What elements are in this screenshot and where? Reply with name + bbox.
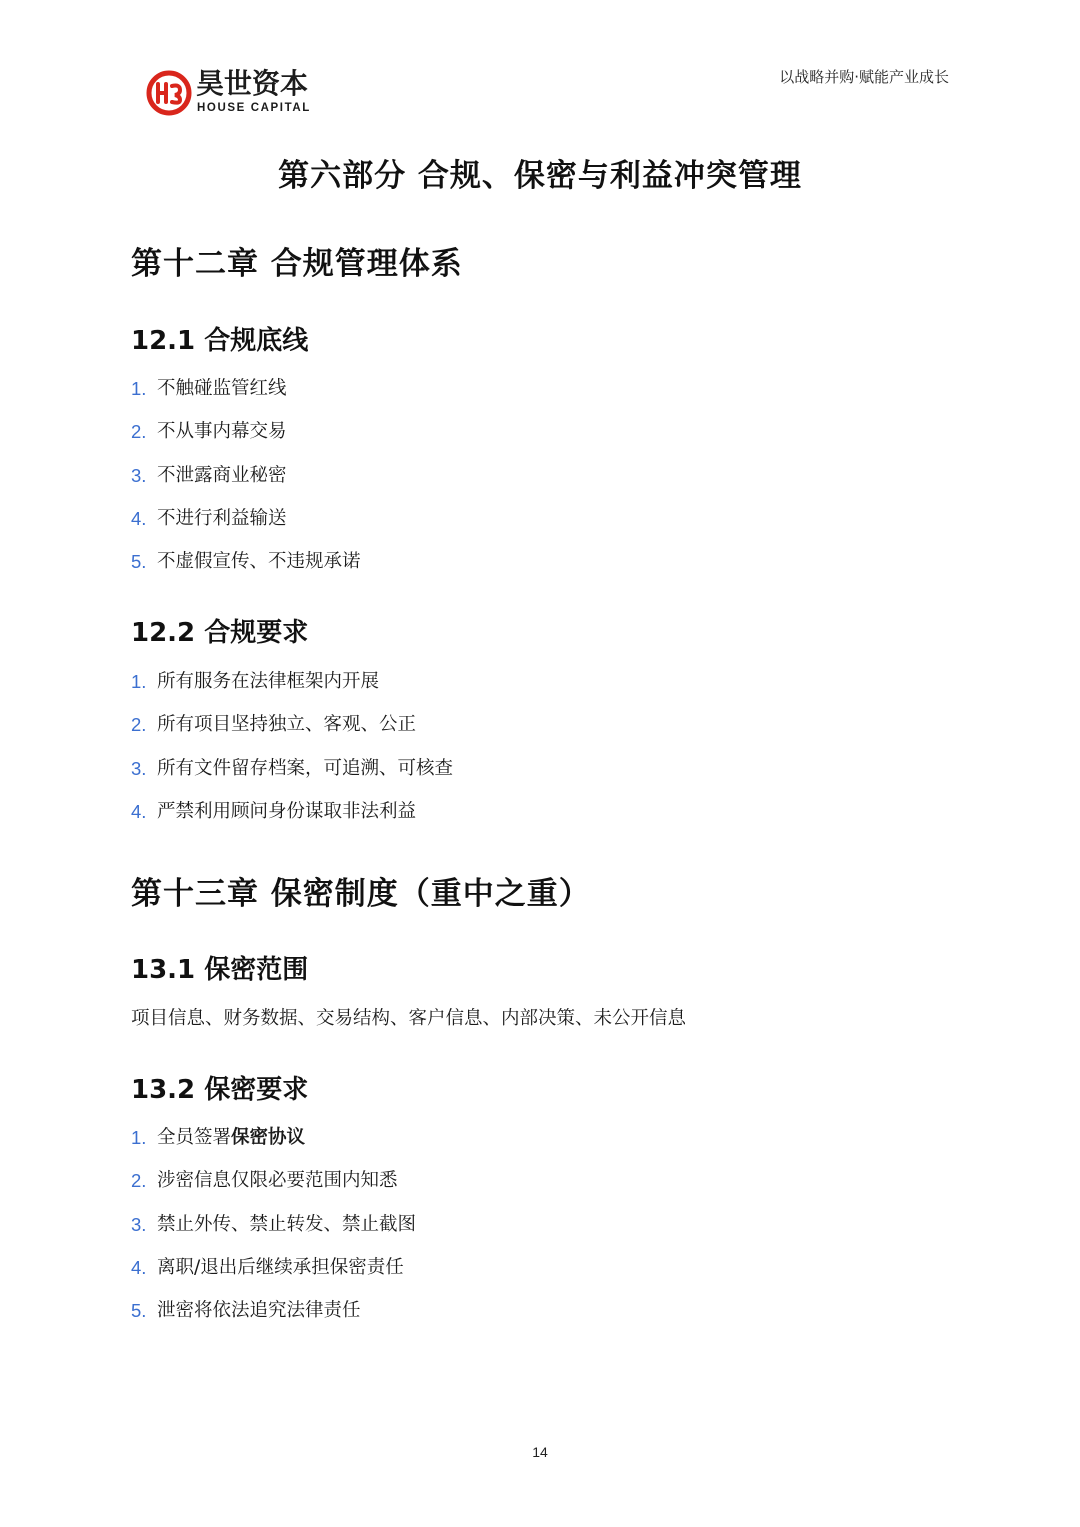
list-text: 严禁利用顾问身份谋取非法利益 [157,800,417,822]
list-number: 2. [131,714,147,736]
list-number: 5. [131,1300,147,1322]
list-text: 涉密信息仅限必要范围内知悉 [157,1170,398,1192]
list-item [131,1299,416,1342]
page-number: 14 [532,1444,548,1460]
list-item [131,1169,416,1212]
list-item [131,464,361,507]
list-item [131,713,453,756]
list-item [131,420,361,463]
list-number: 1. [131,1127,147,1148]
logo-english-name: HOUSE CAPITAL [197,102,311,114]
list-text: 所有文件留存档案，可追溯、可核查 [157,757,454,779]
section-13-2-list [131,1126,416,1342]
list-text: 泄密将依法追究法律责任 [157,1300,361,1322]
section-13-2-title: 13.2 保密要求 [131,1075,309,1105]
list-number: 4. [131,507,147,529]
list-item [131,377,361,420]
list-number: 1. [131,671,147,692]
list-text: 不泄露商业秘密 [157,464,287,486]
chapter-13-title: 第十三章 保密制度（重中之重） [131,876,591,912]
section-12-2-list [131,670,453,843]
list-number: 3. [131,1213,147,1235]
header-slogan: 以战略并购·赋能产业成长 [779,68,949,86]
list-item [131,1256,416,1299]
logo-emblem-icon [146,70,192,116]
list-number: 3. [131,464,147,486]
section-13-1-text: 项目信息、财务数据、交易结构、客户信息、内部决策、未公开信息 [131,1008,687,1029]
logo-chinese-name: 昊世资本 [196,67,309,100]
list-text-plain: 全员签署 [157,1127,232,1148]
list-item [131,670,453,713]
list-text [157,1126,305,1150]
section-13-1-title: 13.1 保密范围 [131,955,309,985]
list-text: 所有项目坚持独立、客观、公正 [157,714,417,736]
house-capital-logo [146,67,346,122]
list-text: 离职/退出后继续承担保密责任 [157,1256,404,1278]
list-number: 2. [131,421,147,443]
list-number: 1. [131,378,147,399]
section-12-1-title: 12.1 合规底线 [131,326,309,356]
part-title: 第六部分 合规、保密与利益冲突管理 [278,158,802,194]
list-text: 不虚假宣传、不违规承诺 [157,551,361,573]
list-text: 所有服务在法律框架内开展 [157,671,380,692]
list-text-bold: 保密协议 [231,1127,306,1148]
list-item [131,507,361,550]
list-text: 禁止外传、禁止转发、禁止截图 [157,1213,417,1235]
list-item [131,1213,416,1256]
chapter-12-title: 第十二章 合规管理体系 [131,246,463,282]
list-text: 不触碰监管红线 [157,378,287,399]
list-item [131,757,453,800]
list-item [131,800,453,843]
section-12-2-title: 12.2 合规要求 [131,618,309,648]
list-item [131,550,361,593]
list-text: 不从事内幕交易 [157,421,287,443]
list-number: 5. [131,551,147,573]
list-number: 3. [131,757,147,779]
list-item [131,1126,416,1169]
list-text: 不进行利益输送 [157,507,287,529]
list-number: 4. [131,1256,147,1278]
list-number: 4. [131,800,147,822]
list-number: 2. [131,1170,147,1192]
section-12-1-list [131,377,361,593]
